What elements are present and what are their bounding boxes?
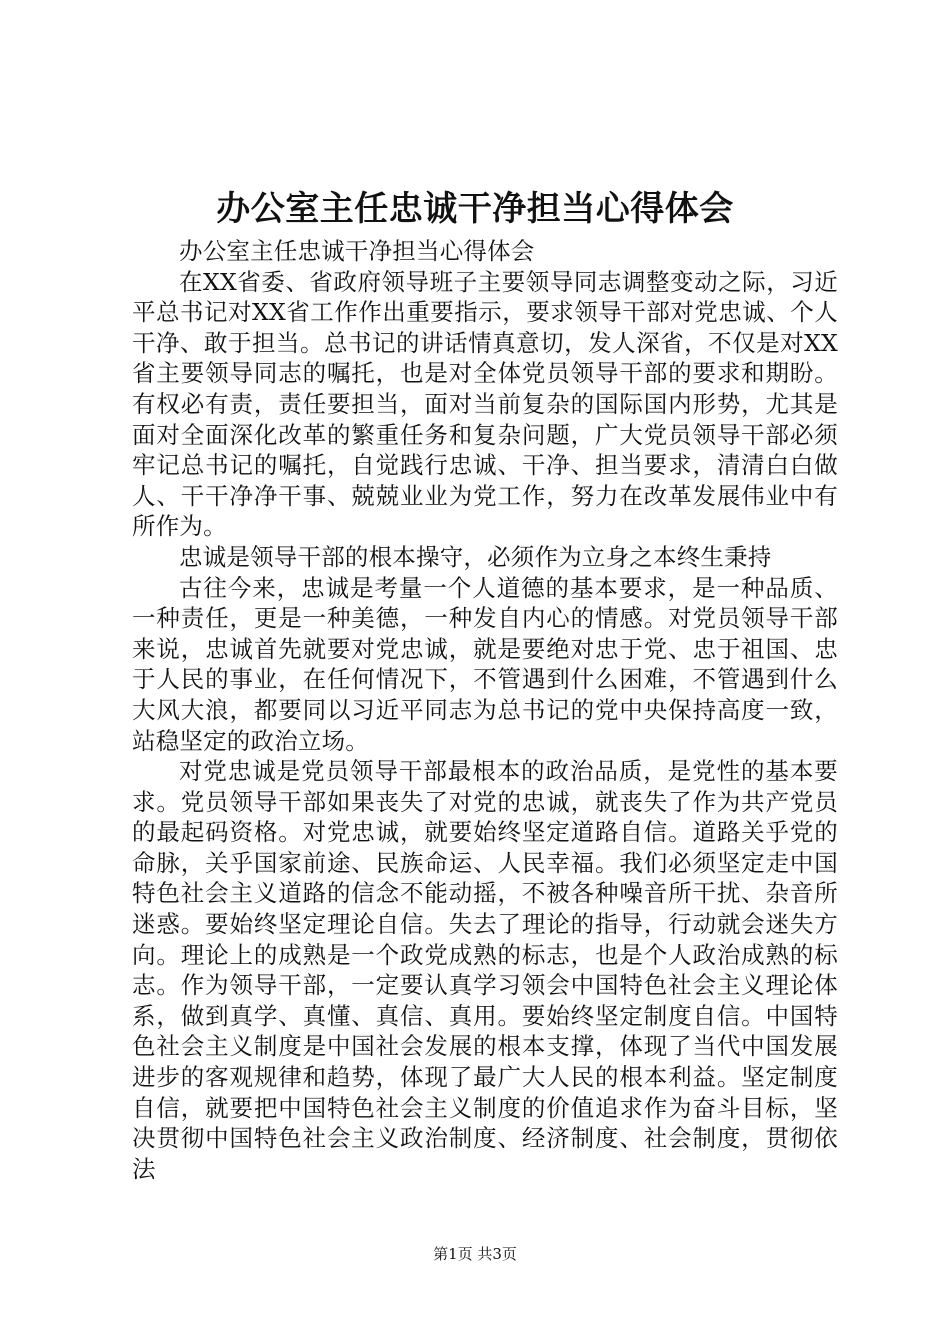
page-number-footer: 第1页 共3页: [433, 1245, 517, 1263]
paragraph-loyalty: 古往今来，忠诚是考量一个人道德的基本要求，是一种品质、一种责任，更是一种美德，一种发自内心的情感。对党员领导干部来说，忠诚首先就要对党忠诚，就是要绝对忠于党、忠于祖国、忠于人民的事业，在任何情况下，不管遇到什么困难，不管遇到什么大风大浪，都要同以习近平同志为总书记的党中央保持高度一致，站稳坚定的政治立场。: [132, 573, 838, 755]
section-heading-loyalty: 忠诚是领导干部的根本操守，必须作为立身之本终生秉持: [179, 542, 772, 571]
document-body: [132, 236, 838, 1184]
document-title: 办公室主任忠诚干净担当心得体会: [216, 189, 734, 229]
paragraph-party-loyalty: 对党忠诚是党员领导干部最根本的政治品质，是党性的基本要求。党员领导干部如果丧失了对党的忠诚，就丧失了作为共产党员的最起码资格。对党忠诚，就要始终坚定道路自信。道路关乎党的命脉，关乎国家前途、民族命运、人民幸福。我们必须坚定走中国特色社会主义道路的信念不能动摇，不被各种噪音所干扰、杂音所迷惑。要始终坚定理论自信。失去了理论的指导，行动就会迷失方向。理论上的成熟是一个政党成熟的标志，也是个人政治成熟的标志。作为领导干部，一定要认真学习领会中国特色社会主义理论体系，做到真学、真懂、真信、真用。要始终坚定制度自信。中国特色社会主义制度是中国社会发展的根本支撑，体现了当代中国发展进步的客观规律和趋势，体现了最广大人民的根本利益。坚定制度自信，就要把中国特色社会主义制度的价值追求作为奋斗目标，坚决贯彻中国特色社会主义政治制度、经济制度、社会制度，贯彻依法: [132, 757, 838, 1183]
paragraph-subtitle: 办公室主任忠诚干净担当心得体会: [179, 237, 535, 265]
paragraph-intro: 在XX省委、省政府领导班子主要领导同志调整变动之际，习近平总书记对XX省工作作出重要指示，要求领导干部对党忠诚、个人干净、敢于担当。总书记的讲话情真意切，发人深省，不仅是对XX省主要领导同志的嘱托，也是对全体党员领导干部的要求和期盼。有权必有责，责任要担当，面对当前复杂的国际国内形势，尤其是面对全面深化改革的繁重任务和复杂问题，广大党员领导干部必须牢记总书记的嘱托，自觉践行忠诚、干净、担当要求，清清白白做人、干干净净干事、兢兢业业为党工作，努力在改革发展伟业中有所作为。: [132, 267, 838, 541]
